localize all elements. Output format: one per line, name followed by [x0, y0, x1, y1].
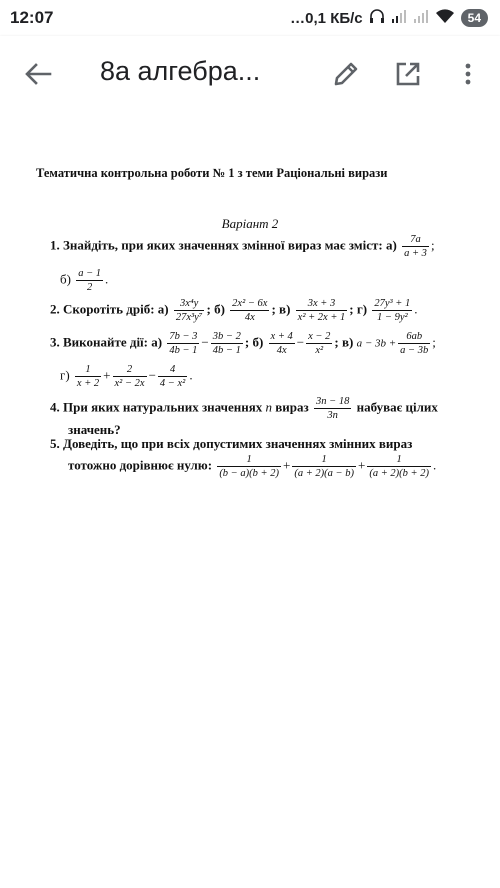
- task-5: 5. Доведіть, що при всіх допустимих значеннях змінних вираз: [50, 436, 413, 451]
- pencil-icon[interactable]: [328, 56, 364, 92]
- task-2: 2. Скоротіть дріб: а) $\frac{\text{3x⁴y}}{\text{27x³y⁷}}$ ; б) $\frac{\text{2x² − 6x}}{4x}$ ; в) $\frac{3x + 3}{\text{x² + 2x + 1}}$ ; г) $\frac{\text{27y³ + 1}}{\text{1 − 9y²}}$ .: [50, 298, 418, 323]
- variant-label: Варіант 2: [221, 216, 279, 231]
- fraction: $\frac{\text{2x² − 6x}}{4x}$: [232, 298, 268, 323]
- back-arrow-icon[interactable]: [18, 56, 58, 92]
- fraction: $\frac{\text{27y³ + 1}}{\text{1 − 9y²}}$: [374, 298, 411, 323]
- fraction: $\frac{3b - 2}{4b - 1}$: [212, 331, 241, 356]
- open-external-icon[interactable]: [390, 56, 426, 92]
- task-3: 3. Виконайте дії: а) $\frac{7b - 3}{4b - 1}$ − $\frac{3b - 2}{4b - 1}$ ; б) $\frac{x + 4}{4x}$ − $\frac{x - 2}{\text{x²}}$ ; в) a − 3b + $\frac{6ab}{a - 3b}$ ;: [50, 331, 436, 356]
- task-5-line2: тотожно дорівнює нулю: $\frac{1}{(b - a)(b + 2)}$ + $\frac{1}{(a + 2)(a - b)}$ + $\frac{1}{(a + 2)(b + 2)}$ .: [68, 454, 437, 479]
- fraction: $\frac{3x + 3}{\text{x² + 2x + 1}}$: [297, 298, 346, 323]
- status-bar: [0, 0, 500, 36]
- more-vert-icon[interactable]: [454, 56, 482, 92]
- battery-indicator: 54: [461, 9, 488, 27]
- fraction: $\frac{7b - 3}{4b - 1}$: [169, 331, 198, 356]
- document-title: 8а алгебра...: [100, 56, 261, 86]
- fraction: $\frac{1}{(a + 2)(b + 2)}$: [369, 454, 430, 479]
- fraction: $\frac{1}{x + 2}$: [76, 364, 100, 389]
- fraction: $\frac{\text{3x⁴y}}{\text{27x³y⁷}}$: [175, 298, 203, 323]
- status-icons: [290, 9, 488, 28]
- fraction: $\frac{a - 1}{2}$: [78, 268, 102, 293]
- task-3-d: г) $\frac{1}{x + 2}$ + $\frac{2}{\text{x² − 2x}}$ − $\frac{4}{\text{4 − x²}}$ .: [60, 364, 193, 389]
- signal-icon: [391, 9, 407, 27]
- headphones-icon: [369, 9, 385, 27]
- fraction: $\frac{2}{\text{x² − 2x}}$: [114, 364, 145, 389]
- signal-icon: [413, 9, 429, 27]
- status-time: 12:07: [10, 8, 54, 27]
- fraction: $\frac{3n - 18}{3n}$: [315, 396, 350, 421]
- document-page: [0, 112, 500, 888]
- fraction: $\frac{1}{(b - a)(b + 2)}$: [219, 454, 279, 479]
- network-speed: …0,1 КБ/с: [290, 9, 363, 27]
- task-1-b: б) $\frac{a - 1}{2}$ .: [60, 268, 109, 293]
- task-1: 1. Знайдіть, при яких значеннях змінної вираз має зміст: а) $\frac{7a}{a + 3}$ ;: [50, 234, 435, 259]
- page-title: Тематична контрольна роботи № 1 з теми Раціональні вирази: [36, 166, 388, 180]
- fraction: $\frac{1}{(a + 2)(a - b)}$: [294, 454, 354, 479]
- fraction: $\frac{4}{\text{4 − x²}}$: [159, 364, 186, 389]
- task-4-line2: значень?: [68, 422, 121, 437]
- fraction: $\frac{x + 4}{4x}$: [270, 331, 293, 356]
- app-bar: [0, 36, 500, 112]
- fraction: $\frac{6ab}{a - 3b}$: [400, 331, 429, 356]
- fraction: $\frac{x - 2}{\text{x²}}$: [308, 331, 331, 356]
- wifi-icon: [435, 9, 455, 28]
- task-4: 4. При яких натуральних значеннях n вираз $\frac{3n - 18}{3n}$ набуває цілих: [50, 396, 438, 421]
- fraction: $\frac{7a}{a + 3}$: [404, 234, 427, 259]
